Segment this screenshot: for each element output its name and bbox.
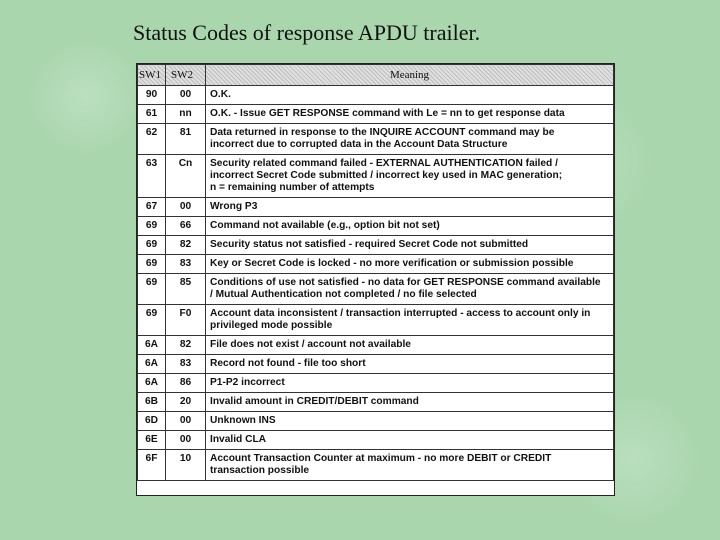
sw2-cell: 10 — [166, 450, 206, 481]
sw1-cell: 6A — [138, 355, 166, 374]
meaning-cell — [206, 431, 614, 450]
sw2-cell: 83 — [166, 355, 206, 374]
table-row — [138, 431, 614, 450]
meaning-cell — [206, 393, 614, 412]
sw1-cell: 61 — [138, 105, 166, 124]
table-row — [138, 412, 614, 431]
meaning-cell — [206, 355, 614, 374]
sw1-cell: 90 — [138, 86, 166, 105]
sw1-cell: 6B — [138, 393, 166, 412]
sw1-cell: 6A — [138, 336, 166, 355]
meaning-line: incorrect Secret Code submitted / incorrect key used in MAC generation; — [210, 170, 563, 181]
meaning-cell — [206, 217, 614, 236]
meaning-line: Security status not satisfied - required Secret Code not submitted — [210, 239, 529, 250]
sw2-cell: 00 — [166, 431, 206, 450]
table-row — [138, 217, 614, 236]
meaning-cell — [206, 105, 614, 124]
sw1-cell: 67 — [138, 198, 166, 217]
meaning-cell — [206, 274, 614, 305]
meaning-cell — [206, 336, 614, 355]
table-row — [138, 198, 614, 217]
meaning-line: transaction possible — [210, 465, 310, 476]
sw2-cell: 83 — [166, 255, 206, 274]
meaning-line: Wrong P3 — [210, 201, 258, 212]
meaning-line: Key or Secret Code is locked - no more verification or submission possible — [210, 258, 574, 269]
sw2-cell: 66 — [166, 217, 206, 236]
meaning-line: / Mutual Authentication not completed / no file selected — [210, 289, 477, 300]
table-row — [138, 236, 614, 255]
meaning-line: Invalid CLA — [210, 434, 267, 445]
meaning-line: Record not found - file too short — [210, 358, 366, 369]
table-row — [138, 124, 614, 155]
table-row — [138, 336, 614, 355]
sw1-cell: 6F — [138, 450, 166, 481]
sw1-cell: 69 — [138, 217, 166, 236]
table-row — [138, 274, 614, 305]
meaning-cell — [206, 305, 614, 336]
header-sw1: SW1 — [138, 65, 166, 86]
sw1-cell: 62 — [138, 124, 166, 155]
table-body — [138, 86, 614, 481]
meaning-line: Unknown INS — [210, 415, 276, 426]
meaning-cell — [206, 155, 614, 198]
sw2-cell: 86 — [166, 374, 206, 393]
table-row — [138, 374, 614, 393]
table-row — [138, 355, 614, 374]
table-row — [138, 255, 614, 274]
meaning-cell — [206, 86, 614, 105]
sw2-cell: Cn — [166, 155, 206, 198]
meaning-cell — [206, 198, 614, 217]
sw2-cell: 82 — [166, 336, 206, 355]
sw1-cell: 69 — [138, 274, 166, 305]
sw2-cell: F0 — [166, 305, 206, 336]
meaning-line: Security related command failed - EXTERNAL AUTHENTICATION failed / — [210, 158, 558, 169]
sw2-cell: 00 — [166, 412, 206, 431]
table-row — [138, 393, 614, 412]
meaning-cell — [206, 236, 614, 255]
meaning-line: Command not available (e.g., option bit not set) — [210, 220, 440, 231]
meaning-cell — [206, 255, 614, 274]
meaning-line: Conditions of use not satisfied - no data for GET RESPONSE command available — [210, 277, 601, 288]
table-row — [138, 450, 614, 481]
slide-title: Status Codes of response APDU trailer. — [133, 20, 481, 45]
meaning-cell — [206, 412, 614, 431]
status-codes-table — [137, 64, 614, 481]
meaning-line: O.K. - Issue GET RESPONSE command with Le = nn to get response data — [210, 108, 565, 119]
meaning-line: O.K. — [210, 89, 231, 100]
meaning-line: n = remaining number of attempts — [210, 182, 375, 193]
table-row — [138, 105, 614, 124]
sw2-cell: nn — [166, 105, 206, 124]
meaning-line: Data returned in response to the INQUIRE ACCOUNT command may be — [210, 127, 555, 138]
header-sw2: SW2 — [166, 65, 206, 86]
table-row — [138, 86, 614, 105]
meaning-line: Account data inconsistent / transaction interrupted - access to account only in — [210, 308, 591, 319]
sw1-cell: 6A — [138, 374, 166, 393]
table-header-row — [138, 65, 614, 86]
meaning-line: privileged mode possible — [210, 320, 333, 331]
sw2-cell: 20 — [166, 393, 206, 412]
meaning-line: P1-P2 incorrect — [210, 377, 285, 388]
status-codes-table-container — [136, 63, 615, 496]
sw1-cell: 63 — [138, 155, 166, 198]
sw1-cell: 69 — [138, 255, 166, 274]
sw1-cell: 6E — [138, 431, 166, 450]
meaning-line: incorrect due to corrupted data in the Account Data Structure — [210, 139, 508, 150]
sw2-cell: 81 — [166, 124, 206, 155]
meaning-line: Account Transaction Counter at maximum - no more DEBIT or CREDIT — [210, 453, 552, 464]
header-meaning: Meaning — [206, 65, 614, 86]
sw1-cell: 69 — [138, 236, 166, 255]
sw1-cell: 69 — [138, 305, 166, 336]
sw2-cell: 00 — [166, 198, 206, 217]
sw2-cell: 85 — [166, 274, 206, 305]
sw2-cell: 82 — [166, 236, 206, 255]
meaning-line: File does not exist / account not available — [210, 339, 411, 350]
table-row — [138, 305, 614, 336]
meaning-cell — [206, 374, 614, 393]
meaning-cell — [206, 124, 614, 155]
meaning-line: Invalid amount in CREDIT/DEBIT command — [210, 396, 419, 407]
sw1-cell: 6D — [138, 412, 166, 431]
sw2-cell: 00 — [166, 86, 206, 105]
meaning-cell — [206, 450, 614, 481]
table-row — [138, 155, 614, 198]
